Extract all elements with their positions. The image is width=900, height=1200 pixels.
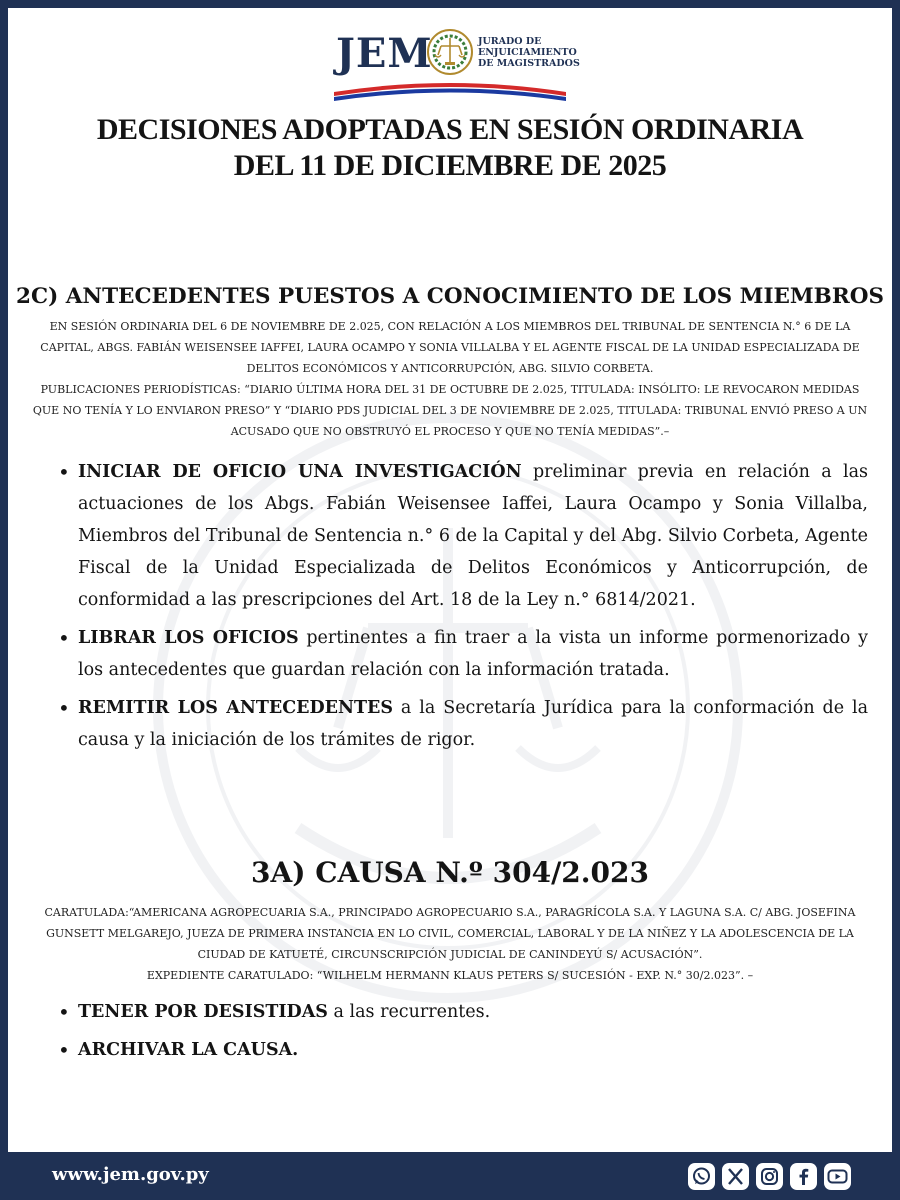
decision-item [62,996,868,1028]
website-link[interactable]: www.jem.gov.py [52,1164,209,1185]
section-2c-intro-p1: EN SESIÓN ORDINARIA DEL 6 DE NOVIEMBRE DE 2.025, CON RELACIÓN A LOS MIEMBROS DEL TRIBUNAL DE SENTENCIA N.° 6 DE LA CAPITAL, ABGS. FABIÁN WEISENSEE IAFFEI, LAURA OCAMPO Y SONIA VILLALBA Y EL AGENTE FISCAL DE LA UNIDAD ESPECIALIZADA DE DELITOS ECONÓMICOS Y ANTICORRUPCIÓN, ABG. SILVIO CORBETA. [40,320,860,375]
decision-item [62,456,868,616]
section-3a-intro [30,902,870,986]
whatsapp-icon[interactable] [688,1163,715,1190]
facebook-icon[interactable] [790,1163,817,1190]
org-name-line1: JURADO DE [478,36,542,47]
document-sheet [8,8,892,1152]
section-3a-intro-p1: CARATULADA:“AMERICANA AGROPECUARIA S.A., PRINCIPADO AGROPECUARIO S.A., PARAGRÍCOLA S.A. Y LAGUNA S.A. C/ ABG. JOSEFINA GUNSETT MELGAREJO, JUEZA DE PRIMERA INSTANCIA EN LO CIVIL, COMERCIAL, LABORAL Y DE LA NIÑEZ Y LA ADOLESCENCIA DE LA CIUDAD DE KATUETÉ, CIRCUNSCRIPCIÓN JUDICIAL DE CANINDEYÚ S/ ACUSACIÓN”. [44,906,856,961]
section-2c-decisions [62,456,868,762]
decision-item-text: a la Secretaría Jurídica para la conformación de la causa y la iniciación de los trámites de rigor. [78,698,869,750]
decision-item-text: preliminar previa en relación a las actuaciones de los Abgs. Fabián Weisensee Iaffei, Laura Ocampo y Sonia Villalba, Miembros del Tribunal de Sentencia n.° 6 de la Capital y del Abg. Silvio Corbeta, Agente Fiscal de la Unidad Especializada de Delitos Económicos y Anticorrupción, de conformidad a las prescripciones del Art. 18 de la Ley n.° 6814/2021. [78,462,869,610]
decision-item-bold: ARCHIVAR LA CAUSA. [78,1040,299,1060]
title-line2: DEL 11 DE DICIEMBRE DE 2025 [233,149,667,182]
logo-text: JEM [336,30,433,77]
decision-item-bold: LIBRAR LOS OFICIOS [78,628,299,648]
section-2c-intro [30,316,870,442]
decision-item-text: pertinentes a fin traer a la vista un informe pormenorizado y los antecedentes que guardan relación con la información tratada. [78,628,868,680]
x-icon[interactable] [722,1163,749,1190]
title-line1: DECISIONES ADOPTADAS EN SESIÓN ORDINARIA [96,113,804,146]
decision-item [62,1034,868,1066]
decision-item-bold: REMITIR LOS ANTECEDENTES [78,698,393,718]
decision-item-text: a las recurrentes. [327,1002,491,1022]
seal-icon [426,28,474,76]
header [8,22,892,102]
section-3a-decisions [62,996,868,1072]
org-name-line3: DE MAGISTRADOS [478,58,580,69]
flag-stripes-icon [330,78,570,102]
youtube-icon[interactable] [824,1163,851,1190]
org-name-line2: ENJUICIAMIENTO [478,47,577,58]
section-3a-heading: 3A) CAUSA N.º 304/2.023 [251,856,649,889]
section-2c-intro-p2: PUBLICACIONES PERIODÍSTICAS: “DIARIO ÚLTIMA HORA DEL 31 DE OCTUBRE DE 2.025, TITULADA: INSÓLITO: LE REVOCARON MEDIDAS QUE NO TENÍA Y LO ENVIARON PRESO” Y “DIARIO PDS JUDICIAL DEL 3 DE NOVIEMBRE DE 2.025, TITULADA: TRIBUNAL ENVIÓ PRESO A UN ACUSADO QUE NO OBSTRUYÓ EL PROCESO Y QUE NO TENÍA MEDIDAS”.– [32,383,868,438]
section-3a-intro-p2: EXPEDIENTE CARATULADO: “WILHELM HERMANN KLAUS PETERS S/ SUCESIÓN - EXP. N.° 30/2.023”. – [146,969,754,982]
decision-item-bold: INICIAR DE OFICIO UNA INVESTIGACIÓN [78,462,522,482]
instagram-icon[interactable] [756,1163,783,1190]
org-name [478,36,580,69]
decision-item [62,692,868,756]
decision-item [62,622,868,686]
section-2c-heading: 2C) ANTECEDENTES PUESTOS A CONOCIMIENTO DE LOS MIEMBROS [16,284,884,309]
page-title [8,112,892,184]
decision-item-bold: TENER POR DESISTIDAS [78,1002,328,1022]
